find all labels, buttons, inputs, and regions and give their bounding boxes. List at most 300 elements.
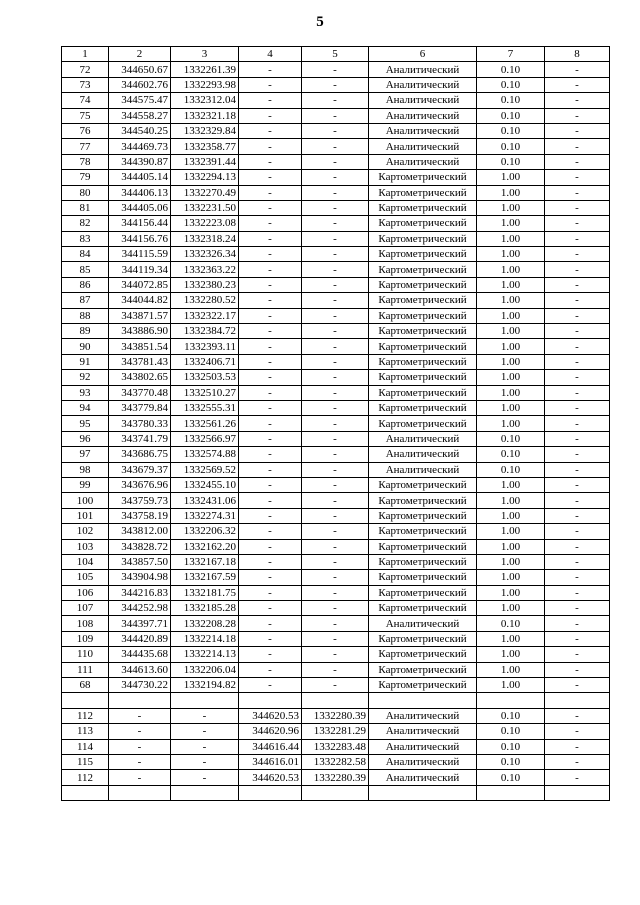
- table-cell: Аналитический: [369, 77, 477, 92]
- table-cell: -: [302, 277, 369, 292]
- table-cell: Картометрический: [369, 339, 477, 354]
- table-cell: Картометрический: [369, 200, 477, 215]
- table-cell: 343686.75: [109, 447, 171, 462]
- table-cell: -: [302, 508, 369, 523]
- table-cell: Картометрический: [369, 400, 477, 415]
- table-cell: 0.10: [477, 708, 545, 723]
- table-cell: 1.00: [477, 570, 545, 585]
- table-cell: 0.10: [477, 62, 545, 77]
- table-cell: 344616.01: [239, 754, 302, 769]
- table-cell: Картометрический: [369, 508, 477, 523]
- table-cell: 0.10: [477, 724, 545, 739]
- table-cell: -: [239, 93, 302, 108]
- table-cell: 108: [62, 616, 109, 631]
- table-cell: 1.00: [477, 493, 545, 508]
- table-cell: -: [302, 570, 369, 585]
- table-cell: -: [239, 447, 302, 462]
- table-cell: -: [545, 123, 610, 138]
- table-cell: 100: [62, 493, 109, 508]
- table-cell: -: [239, 570, 302, 585]
- table-cell: -: [545, 308, 610, 323]
- table-cell: [369, 693, 477, 708]
- table-cell: -: [239, 293, 302, 308]
- table-cell: -: [302, 554, 369, 569]
- table-cell: 96: [62, 431, 109, 446]
- table-cell: 1332510.27: [171, 385, 239, 400]
- table-cell: 1.00: [477, 400, 545, 415]
- table-row: [62, 324, 610, 339]
- table-cell: 88: [62, 308, 109, 323]
- table-cell: Аналитический: [369, 616, 477, 631]
- table-cell: Картометрический: [369, 354, 477, 369]
- header-cell: 5: [302, 47, 369, 62]
- table-cell: Картометрический: [369, 554, 477, 569]
- table-cell: -: [545, 662, 610, 677]
- table-row: [62, 693, 610, 708]
- table-cell: 1.00: [477, 339, 545, 354]
- table-cell: 1.00: [477, 216, 545, 231]
- table-cell: -: [239, 247, 302, 262]
- table-cell: -: [545, 554, 610, 569]
- table-cell: [109, 693, 171, 708]
- table-cell: -: [239, 477, 302, 492]
- table-cell: -: [302, 339, 369, 354]
- table-cell: -: [545, 431, 610, 446]
- table-cell: 84: [62, 247, 109, 262]
- table-row: [62, 662, 610, 677]
- table-cell: -: [302, 170, 369, 185]
- table-cell: -: [302, 293, 369, 308]
- table-row: [62, 462, 610, 477]
- table-cell: -: [545, 370, 610, 385]
- table-cell: -: [545, 539, 610, 554]
- table-cell: 343758.19: [109, 508, 171, 523]
- table-cell: 343676.96: [109, 477, 171, 492]
- table-cell: 1332455.10: [171, 477, 239, 492]
- table-cell: Аналитический: [369, 739, 477, 754]
- table-cell: 1.00: [477, 631, 545, 646]
- table-cell: Картометрический: [369, 324, 477, 339]
- table-cell: -: [545, 416, 610, 431]
- table-cell: 68: [62, 678, 109, 693]
- table-cell: -: [302, 616, 369, 631]
- table-cell: 94: [62, 400, 109, 415]
- table-cell: -: [545, 262, 610, 277]
- table-cell: -: [545, 585, 610, 600]
- table-cell: 1332223.08: [171, 216, 239, 231]
- table-cell: 72: [62, 62, 109, 77]
- table-cell: -: [302, 154, 369, 169]
- table-cell: Картометрический: [369, 247, 477, 262]
- table-cell: 1.00: [477, 524, 545, 539]
- table-cell: 1332318.24: [171, 231, 239, 246]
- table-cell: Картометрический: [369, 585, 477, 600]
- table-cell: 1332167.18: [171, 554, 239, 569]
- table-cell: 1332181.75: [171, 585, 239, 600]
- table-cell: 343871.57: [109, 308, 171, 323]
- table-cell: 1332162.20: [171, 539, 239, 554]
- table-row: [62, 139, 610, 154]
- table-cell: -: [545, 93, 610, 108]
- table-cell: -: [302, 678, 369, 693]
- table-cell: [369, 785, 477, 800]
- table-cell: 1332282.58: [302, 754, 369, 769]
- table-cell: -: [302, 601, 369, 616]
- table-cell: 343781.43: [109, 354, 171, 369]
- coordinates-table: [61, 46, 610, 801]
- table-cell: 1332206.04: [171, 662, 239, 677]
- table-cell: -: [239, 678, 302, 693]
- table-cell: -: [302, 231, 369, 246]
- table-cell: -: [302, 647, 369, 662]
- table-row: [62, 170, 610, 185]
- table-cell: 1332274.31: [171, 508, 239, 523]
- table-cell: -: [545, 601, 610, 616]
- table-cell: 1332384.72: [171, 324, 239, 339]
- table-cell: 344620.96: [239, 724, 302, 739]
- table-cell: [239, 785, 302, 800]
- table-cell: -: [545, 631, 610, 646]
- table-cell: 82: [62, 216, 109, 231]
- table-cell: Картометрический: [369, 185, 477, 200]
- table-cell: 344620.53: [239, 770, 302, 785]
- table-cell: Аналитический: [369, 724, 477, 739]
- table-cell: 1332561.26: [171, 416, 239, 431]
- table-cell: -: [239, 262, 302, 277]
- table-row: [62, 200, 610, 215]
- table-cell: -: [239, 170, 302, 185]
- table-cell: Картометрический: [369, 601, 477, 616]
- table-cell: 106: [62, 585, 109, 600]
- header-cell: 1: [62, 47, 109, 62]
- table-cell: -: [545, 493, 610, 508]
- table-cell: -: [239, 647, 302, 662]
- table-cell: 1.00: [477, 231, 545, 246]
- table-cell: [109, 785, 171, 800]
- table-row: [62, 508, 610, 523]
- table-cell: 1.00: [477, 185, 545, 200]
- table-cell: 1.00: [477, 277, 545, 292]
- table-cell: 1332206.32: [171, 524, 239, 539]
- table-cell: -: [545, 200, 610, 215]
- table-cell: 344406.13: [109, 185, 171, 200]
- table-cell: -: [239, 200, 302, 215]
- table-cell: 1332566.97: [171, 431, 239, 446]
- table-cell: -: [109, 724, 171, 739]
- table-cell: 343780.33: [109, 416, 171, 431]
- table-cell: Аналитический: [369, 447, 477, 462]
- table-cell: 344156.44: [109, 216, 171, 231]
- table-cell: -: [239, 77, 302, 92]
- table-cell: 99: [62, 477, 109, 492]
- table-cell: -: [545, 216, 610, 231]
- table-cell: -: [545, 277, 610, 292]
- table-cell: 112: [62, 708, 109, 723]
- table-cell: Картометрический: [369, 570, 477, 585]
- table-cell: [62, 693, 109, 708]
- table-cell: 1332185.28: [171, 601, 239, 616]
- table-cell: -: [545, 739, 610, 754]
- table-cell: -: [239, 631, 302, 646]
- table-cell: 1332321.18: [171, 108, 239, 123]
- table-row: [62, 154, 610, 169]
- table-cell: 344044.82: [109, 293, 171, 308]
- table-cell: -: [239, 493, 302, 508]
- table-cell: 344540.25: [109, 123, 171, 138]
- table-cell: 1332406.71: [171, 354, 239, 369]
- table-row: [62, 77, 610, 92]
- table-cell: -: [239, 508, 302, 523]
- table-cell: 344072.85: [109, 277, 171, 292]
- table-cell: -: [302, 524, 369, 539]
- table-cell: -: [171, 770, 239, 785]
- table-cell: -: [545, 400, 610, 415]
- table-cell: -: [239, 339, 302, 354]
- table-row: [62, 601, 610, 616]
- table-row: [62, 108, 610, 123]
- table-cell: 86: [62, 277, 109, 292]
- table-cell: 344405.06: [109, 200, 171, 215]
- table-cell: -: [302, 93, 369, 108]
- table-cell: -: [545, 293, 610, 308]
- table-cell: Картометрический: [369, 524, 477, 539]
- table-cell: 344730.22: [109, 678, 171, 693]
- table-cell: -: [239, 62, 302, 77]
- table-cell: 1332380.23: [171, 277, 239, 292]
- table-row: [62, 539, 610, 554]
- table-cell: 93: [62, 385, 109, 400]
- table-cell: 1332214.18: [171, 631, 239, 646]
- table-row: [62, 524, 610, 539]
- table-cell: -: [239, 539, 302, 554]
- table-cell: -: [545, 447, 610, 462]
- table-cell: 344620.53: [239, 708, 302, 723]
- table-cell: -: [302, 62, 369, 77]
- table-cell: 85: [62, 262, 109, 277]
- table-cell: -: [302, 216, 369, 231]
- table-cell: 107: [62, 601, 109, 616]
- table-cell: 1.00: [477, 508, 545, 523]
- table-cell: 344558.27: [109, 108, 171, 123]
- table-cell: Картометрический: [369, 231, 477, 246]
- table-cell: 344469.73: [109, 139, 171, 154]
- table-row: [62, 647, 610, 662]
- table-cell: 79: [62, 170, 109, 185]
- table-cell: -: [239, 216, 302, 231]
- table-cell: Картометрический: [369, 493, 477, 508]
- table-cell: [302, 693, 369, 708]
- table-cell: -: [545, 324, 610, 339]
- table-cell: Картометрический: [369, 416, 477, 431]
- table-cell: -: [239, 400, 302, 415]
- table-cell: -: [545, 524, 610, 539]
- table-cell: 114: [62, 739, 109, 754]
- table-cell: 1332283.48: [302, 739, 369, 754]
- table-cell: 1.00: [477, 385, 545, 400]
- table-cell: [239, 693, 302, 708]
- table-cell: Картометрический: [369, 539, 477, 554]
- table-cell: 1332363.22: [171, 262, 239, 277]
- table-cell: -: [302, 324, 369, 339]
- table-cell: -: [545, 354, 610, 369]
- table-cell: -: [239, 231, 302, 246]
- table-cell: -: [545, 754, 610, 769]
- table-cell: 97: [62, 447, 109, 462]
- table-cell: 80: [62, 185, 109, 200]
- table-cell: 1.00: [477, 585, 545, 600]
- table-cell: 95: [62, 416, 109, 431]
- table-cell: 344115.59: [109, 247, 171, 262]
- table-cell: 343886.90: [109, 324, 171, 339]
- table-cell: 343741.79: [109, 431, 171, 446]
- table-cell: -: [545, 477, 610, 492]
- table-cell: -: [545, 616, 610, 631]
- table-row: [62, 277, 610, 292]
- table-cell: 344575.47: [109, 93, 171, 108]
- table-cell: -: [239, 139, 302, 154]
- table-cell: 0.10: [477, 123, 545, 138]
- table-cell: -: [171, 724, 239, 739]
- table-cell: -: [302, 108, 369, 123]
- table-row: [62, 739, 610, 754]
- table-row: [62, 370, 610, 385]
- table-cell: -: [302, 631, 369, 646]
- table-cell: 344390.87: [109, 154, 171, 169]
- table-cell: 1332281.29: [302, 724, 369, 739]
- table-cell: Картометрический: [369, 678, 477, 693]
- table-cell: Аналитический: [369, 754, 477, 769]
- table-cell: 1.00: [477, 662, 545, 677]
- table-cell: -: [302, 585, 369, 600]
- table-cell: 1.00: [477, 477, 545, 492]
- table-cell: -: [545, 247, 610, 262]
- table-cell: [171, 785, 239, 800]
- table-cell: [302, 785, 369, 800]
- table-cell: 343770.48: [109, 385, 171, 400]
- table-cell: 78: [62, 154, 109, 169]
- table-cell: -: [302, 370, 369, 385]
- table-cell: Аналитический: [369, 431, 477, 446]
- table-cell: 1332231.50: [171, 200, 239, 215]
- table-cell: -: [171, 739, 239, 754]
- table-cell: 83: [62, 231, 109, 246]
- table-row: [62, 62, 610, 77]
- table-cell: 0.10: [477, 108, 545, 123]
- table-cell: -: [545, 339, 610, 354]
- header-cell: 2: [109, 47, 171, 62]
- table-cell: 113: [62, 724, 109, 739]
- table-cell: Аналитический: [369, 62, 477, 77]
- table-cell: -: [545, 708, 610, 723]
- table-cell: -: [239, 662, 302, 677]
- table-cell: -: [239, 370, 302, 385]
- table-cell: 1332503.53: [171, 370, 239, 385]
- table-cell: [545, 785, 610, 800]
- table-cell: -: [545, 185, 610, 200]
- table-cell: 1332214.13: [171, 647, 239, 662]
- table-cell: 344405.14: [109, 170, 171, 185]
- table-cell: -: [302, 477, 369, 492]
- table-cell: Аналитический: [369, 462, 477, 477]
- table-cell: Аналитический: [369, 93, 477, 108]
- table-cell: Картометрический: [369, 370, 477, 385]
- table-cell: -: [545, 570, 610, 585]
- table-cell: 1332167.59: [171, 570, 239, 585]
- table-cell: 344602.76: [109, 77, 171, 92]
- table-cell: Картометрический: [369, 631, 477, 646]
- table-cell: -: [545, 462, 610, 477]
- table-cell: 1.00: [477, 416, 545, 431]
- table-cell: 1332322.17: [171, 308, 239, 323]
- table-cell: 0.10: [477, 739, 545, 754]
- table-row: [62, 570, 610, 585]
- table-cell: 1332393.11: [171, 339, 239, 354]
- table-cell: 0.10: [477, 616, 545, 631]
- table-cell: [545, 693, 610, 708]
- table-cell: 1332194.82: [171, 678, 239, 693]
- table-cell: 110: [62, 647, 109, 662]
- table-cell: -: [239, 416, 302, 431]
- table-cell: 344616.44: [239, 739, 302, 754]
- table-cell: 343679.37: [109, 462, 171, 477]
- table-cell: -: [171, 708, 239, 723]
- table-cell: 1332280.39: [302, 708, 369, 723]
- table-cell: -: [302, 462, 369, 477]
- table-cell: 0.10: [477, 431, 545, 446]
- table-row: [62, 785, 610, 800]
- table-cell: -: [239, 431, 302, 446]
- table-cell: 105: [62, 570, 109, 585]
- table-cell: -: [545, 108, 610, 123]
- table-row: [62, 477, 610, 492]
- table-cell: [62, 785, 109, 800]
- table-cell: 1332270.49: [171, 185, 239, 200]
- table-cell: 1.00: [477, 354, 545, 369]
- table-cell: 1332326.34: [171, 247, 239, 262]
- table-cell: [477, 785, 545, 800]
- table-cell: -: [302, 400, 369, 415]
- table-row: [62, 216, 610, 231]
- table-cell: -: [239, 108, 302, 123]
- table-cell: -: [302, 385, 369, 400]
- table-cell: Картометрический: [369, 662, 477, 677]
- table-cell: 1.00: [477, 293, 545, 308]
- table-cell: Картометрический: [369, 262, 477, 277]
- table-cell: -: [239, 277, 302, 292]
- table-cell: Аналитический: [369, 154, 477, 169]
- table-cell: -: [545, 508, 610, 523]
- table-cell: 344420.89: [109, 631, 171, 646]
- table-cell: -: [545, 231, 610, 246]
- header-cell: 6: [369, 47, 477, 62]
- table-cell: -: [302, 185, 369, 200]
- table-cell: 1.00: [477, 324, 545, 339]
- table-cell: -: [302, 139, 369, 154]
- table-cell: -: [239, 123, 302, 138]
- table-cell: -: [302, 539, 369, 554]
- table-cell: 89: [62, 324, 109, 339]
- table-row: [62, 724, 610, 739]
- table-cell: 104: [62, 554, 109, 569]
- table-cell: -: [302, 308, 369, 323]
- table-cell: 1.00: [477, 170, 545, 185]
- table-cell: 81: [62, 200, 109, 215]
- table-cell: 1.00: [477, 678, 545, 693]
- table-cell: -: [239, 462, 302, 477]
- table-cell: -: [239, 385, 302, 400]
- table-cell: 87: [62, 293, 109, 308]
- table-cell: Аналитический: [369, 123, 477, 138]
